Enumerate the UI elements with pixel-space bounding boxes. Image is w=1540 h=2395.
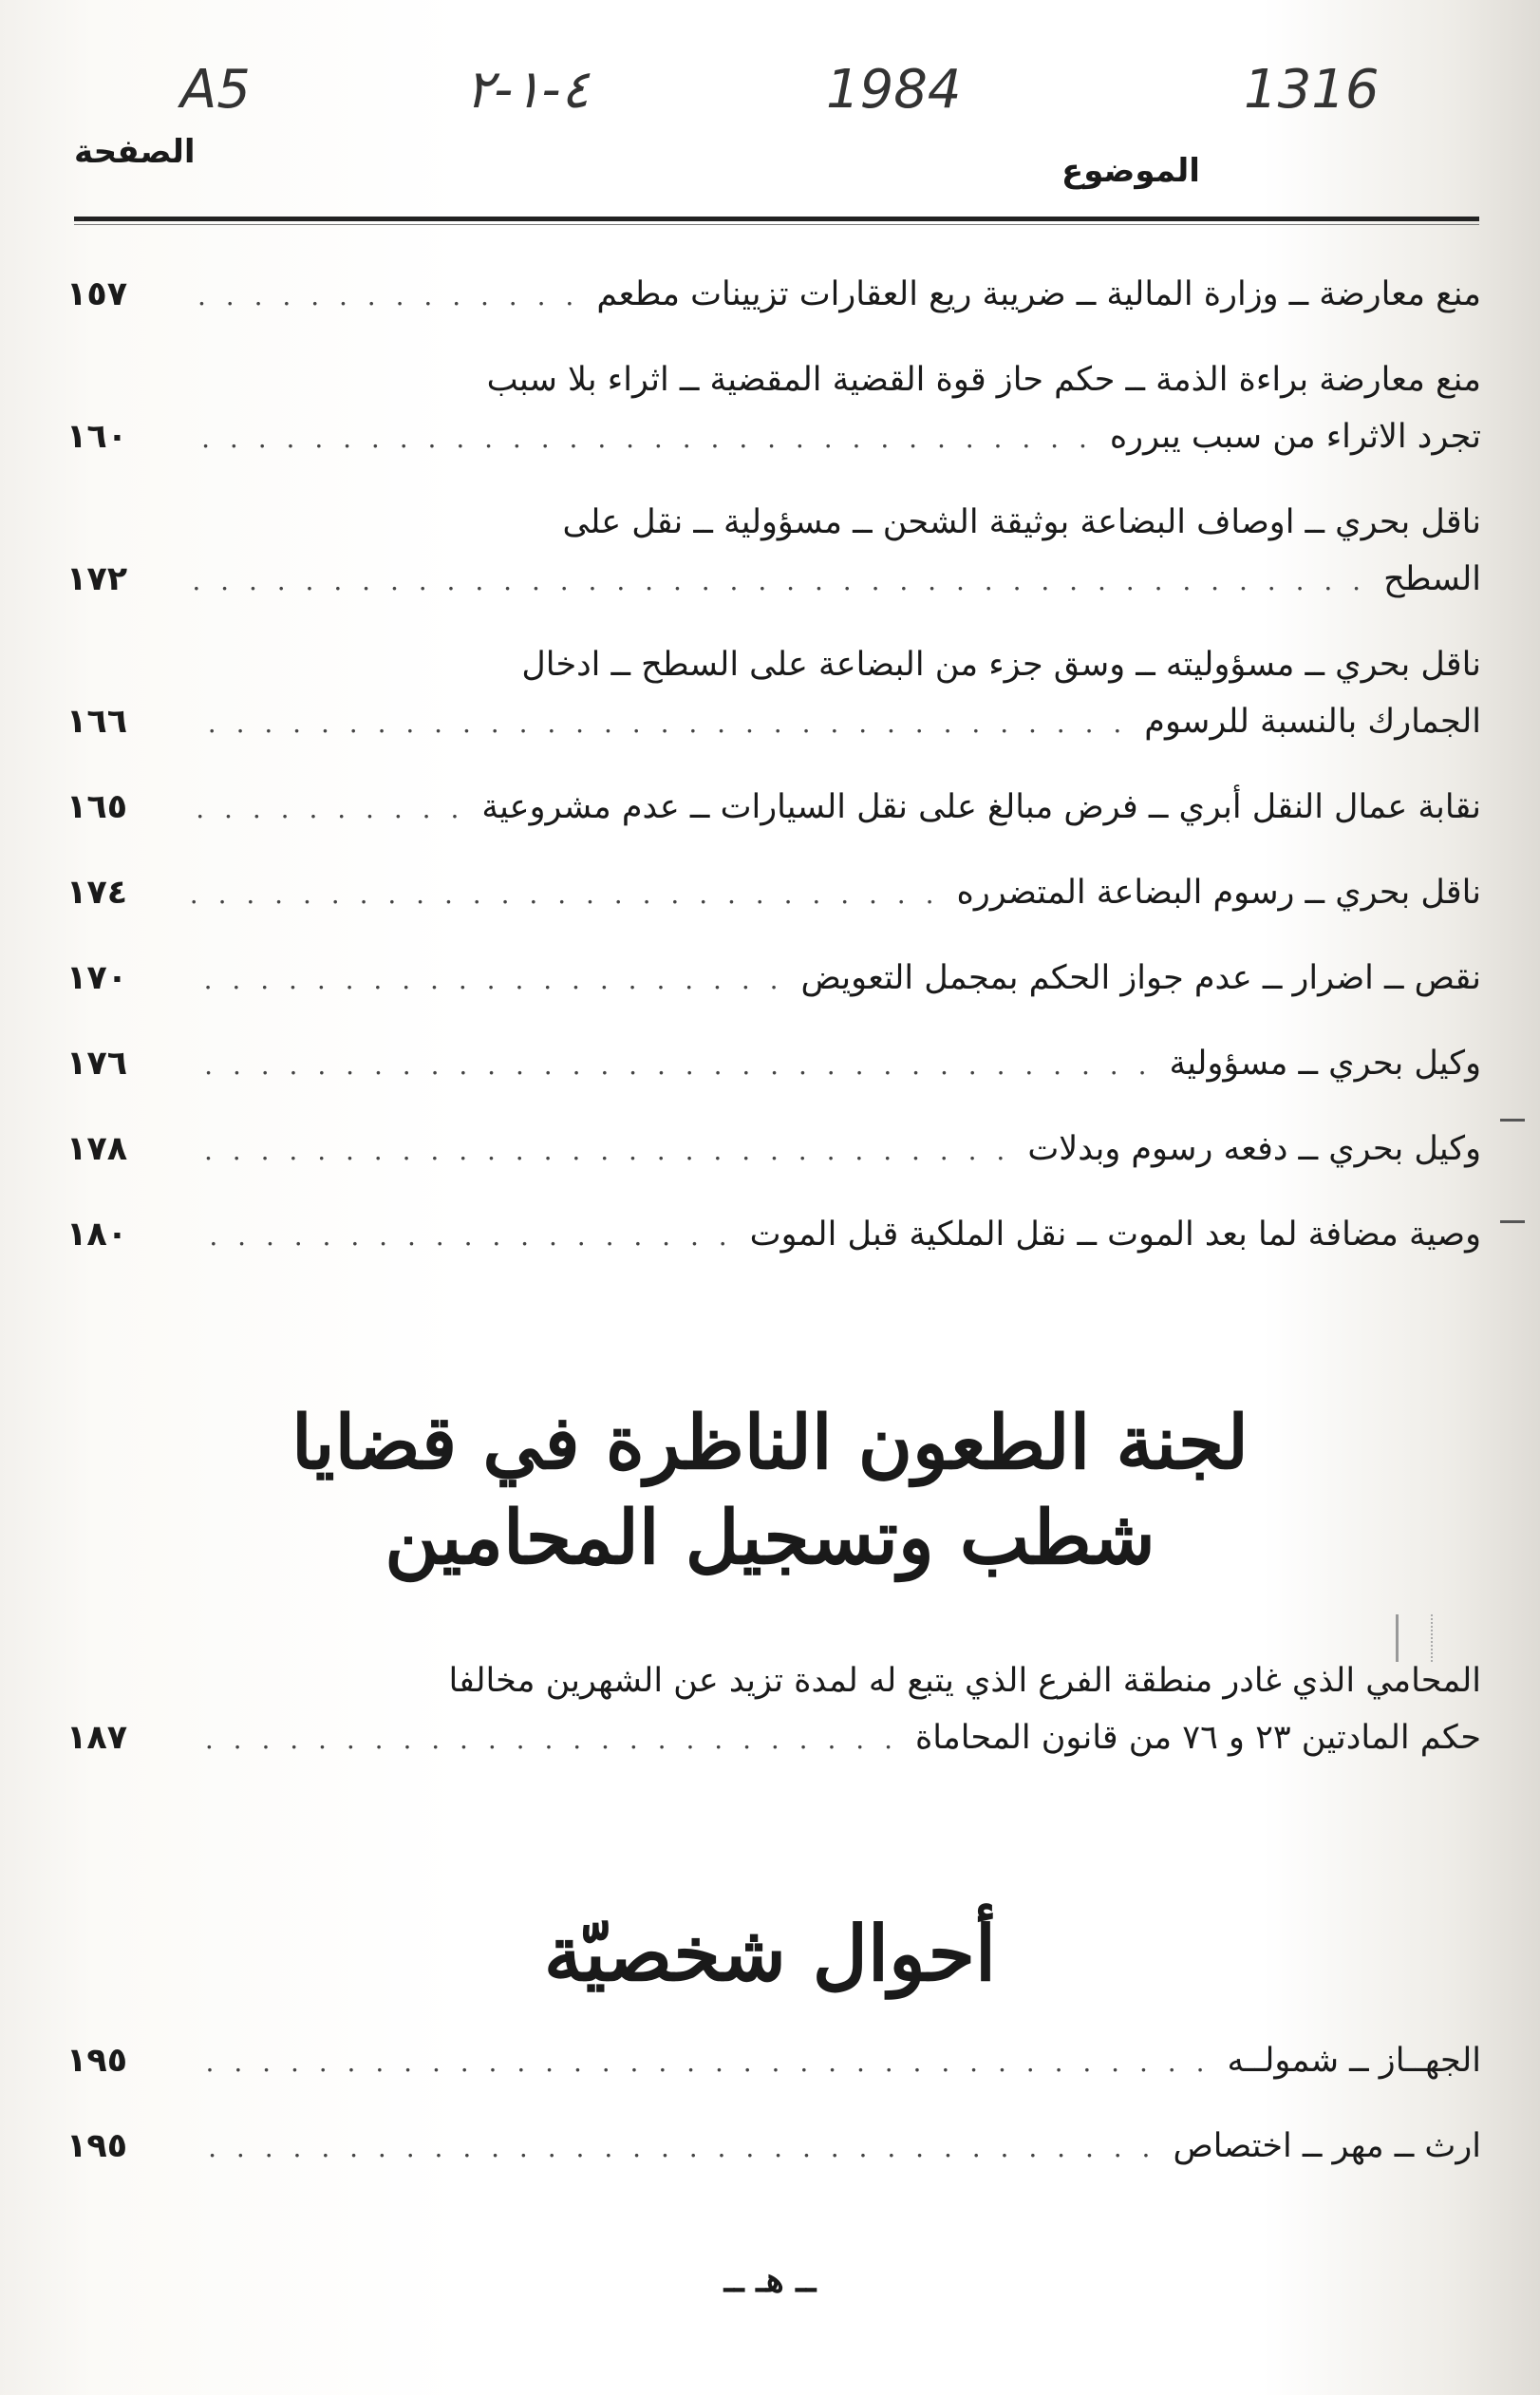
entry-text: نقابة عمال النقل أبري ــ فرض مبالغ على نقل السيارات ــ عدم مشروعية <box>481 788 1481 826</box>
entry-text: ارث ــ مهر ــ اختصاص <box>1173 2127 1481 2165</box>
entry-page-number: ١٩٥ <box>66 2042 128 2080</box>
entry-text: وكيل بحري ــ مسؤولية <box>1169 1045 1481 1083</box>
entry-page-number: ١٦٦ <box>66 703 128 741</box>
entry-text: وكيل بحري ــ دفعه رسوم وبدلات <box>1027 1130 1481 1168</box>
entry-line <box>66 266 1481 323</box>
committee-entries <box>66 1652 1481 1766</box>
entry-line <box>66 1709 1481 1766</box>
entry-line <box>66 1121 1481 1178</box>
entry-line <box>66 636 1481 693</box>
entry-line <box>66 950 1481 1007</box>
page-column-label: الصفحة <box>74 133 196 171</box>
dot-leader <box>190 2034 1227 2091</box>
index-entry <box>66 636 1481 750</box>
entry-line <box>66 2032 1481 2089</box>
index-entry <box>66 1121 1481 1178</box>
entry-line <box>66 351 1481 408</box>
dot-leader <box>190 952 801 1009</box>
section-heading-committee <box>0 1396 1540 1586</box>
entry-page-number: ١٧٦ <box>66 1045 128 1083</box>
subject-column-label: الموضوع <box>1061 152 1200 190</box>
entry-text: الجهــاز ــ شمولــه <box>1227 2042 1481 2080</box>
margin-mark <box>1500 1119 1525 1122</box>
handwritten-note: A5 <box>180 59 251 121</box>
entry-page-number: ١٨٧ <box>66 1719 128 1757</box>
margin-mark <box>1500 1220 1525 1223</box>
entry-line <box>66 1035 1481 1092</box>
entry-text: منع معارضة ــ وزارة المالية ــ ضريبة ريع العقارات تزيينات مطعم <box>596 275 1481 313</box>
index-entry <box>66 1206 1481 1263</box>
entry-page-number: ١٥٧ <box>66 275 128 313</box>
entry-page-number: ١٦٥ <box>66 788 128 826</box>
dot-leader <box>190 410 1110 467</box>
dot-leader <box>190 2120 1173 2177</box>
entry-line <box>66 864 1481 921</box>
entry-text: منع معارضة براءة الذمة ــ حكم حاز قوة القضية المقضية ــ اثراء بلا سبب <box>486 361 1481 399</box>
dot-leader <box>190 553 1383 610</box>
entry-line <box>66 551 1481 608</box>
index-entry <box>66 1035 1481 1092</box>
dot-leader <box>190 1208 750 1265</box>
index-entry <box>66 494 1481 608</box>
entry-text: ناقل بحري ــ رسوم البضاعة المتضرره <box>956 874 1481 912</box>
dot-leader <box>190 1037 1169 1094</box>
entry-page-number: ١٨٠ <box>66 1216 128 1254</box>
entry-page-number: ١٧٢ <box>66 560 128 598</box>
entry-page-number: ١٧٤ <box>66 874 128 912</box>
entry-page-number: ١٩٥ <box>66 2127 128 2165</box>
entry-line <box>66 1206 1481 1263</box>
index-entry <box>66 864 1481 921</box>
entry-page-number: ١٧٠ <box>66 959 128 997</box>
index-entry <box>66 779 1481 836</box>
entry-text: وصية مضافة لما بعد الموت ــ نقل الملكية قبل الموت <box>749 1216 1481 1254</box>
index-entry <box>66 950 1481 1007</box>
handwritten-note: 1984 <box>826 59 962 121</box>
entry-text: نقص ــ اضرار ــ عدم جواز الحكم بمجمل التعويض <box>800 959 1481 997</box>
handwritten-note: 1316 <box>1244 59 1380 121</box>
table-header <box>74 133 1479 199</box>
entry-text: ناقل بحري ــ اوصاف البضاعة بوثيقة الشحن ــ مسؤولية ــ نقل على <box>562 503 1481 541</box>
dot-leader <box>190 781 481 838</box>
personal-status-entries <box>66 2032 1481 2175</box>
entry-text: تجرد الاثراء من سبب يبرره <box>1109 418 1481 456</box>
index-entries <box>66 266 1481 1263</box>
entry-page-number: ١٧٨ <box>66 1130 128 1168</box>
entry-page-number: ١٦٠ <box>66 418 128 456</box>
entry-text: المحامي الذي غادر منطقة الفرع الذي يتبع له لمدة تزيد عن الشهرين مخالفا <box>448 1662 1481 1700</box>
header-divider <box>74 217 1479 221</box>
section-heading-personal-title: أحوال شخصيّة <box>543 1909 997 1998</box>
dot-leader <box>190 695 1144 752</box>
index-entry <box>66 2032 1481 2089</box>
index-entry <box>66 2118 1481 2175</box>
index-entry <box>66 266 1481 323</box>
dot-leader <box>190 866 957 923</box>
dot-leader <box>190 1122 1027 1179</box>
section-heading-line: لجنة الطعون الناظرة في قضايا <box>291 1400 1249 1486</box>
entry-text: حكم المادتين ٢٣ و ٧٦ من قانون المحاماة <box>914 1719 1481 1757</box>
entry-line <box>66 1652 1481 1709</box>
section-heading-line: شطب وتسجيل المحامين <box>385 1495 1155 1581</box>
entry-line <box>66 779 1481 836</box>
index-entry <box>66 1652 1481 1766</box>
entry-text: الجمارك بالنسبة للرسوم <box>1144 703 1481 741</box>
handwritten-annotations <box>180 59 1386 135</box>
handwritten-note: ٤-١-٢ <box>465 59 590 121</box>
entry-text: السطح <box>1383 560 1481 598</box>
entry-text: ناقل بحري ــ مسؤوليته ــ وسق جزء من البضاعة على السطح ــ ادخال <box>521 646 1481 684</box>
dot-leader <box>190 1711 915 1768</box>
entry-line <box>66 494 1481 551</box>
index-entry <box>66 351 1481 465</box>
entry-line <box>66 693 1481 750</box>
dot-leader <box>190 268 596 325</box>
page-number-footer: ــ هـ ــ <box>723 2260 817 2300</box>
entry-line <box>66 2118 1481 2175</box>
entry-line <box>66 408 1481 465</box>
